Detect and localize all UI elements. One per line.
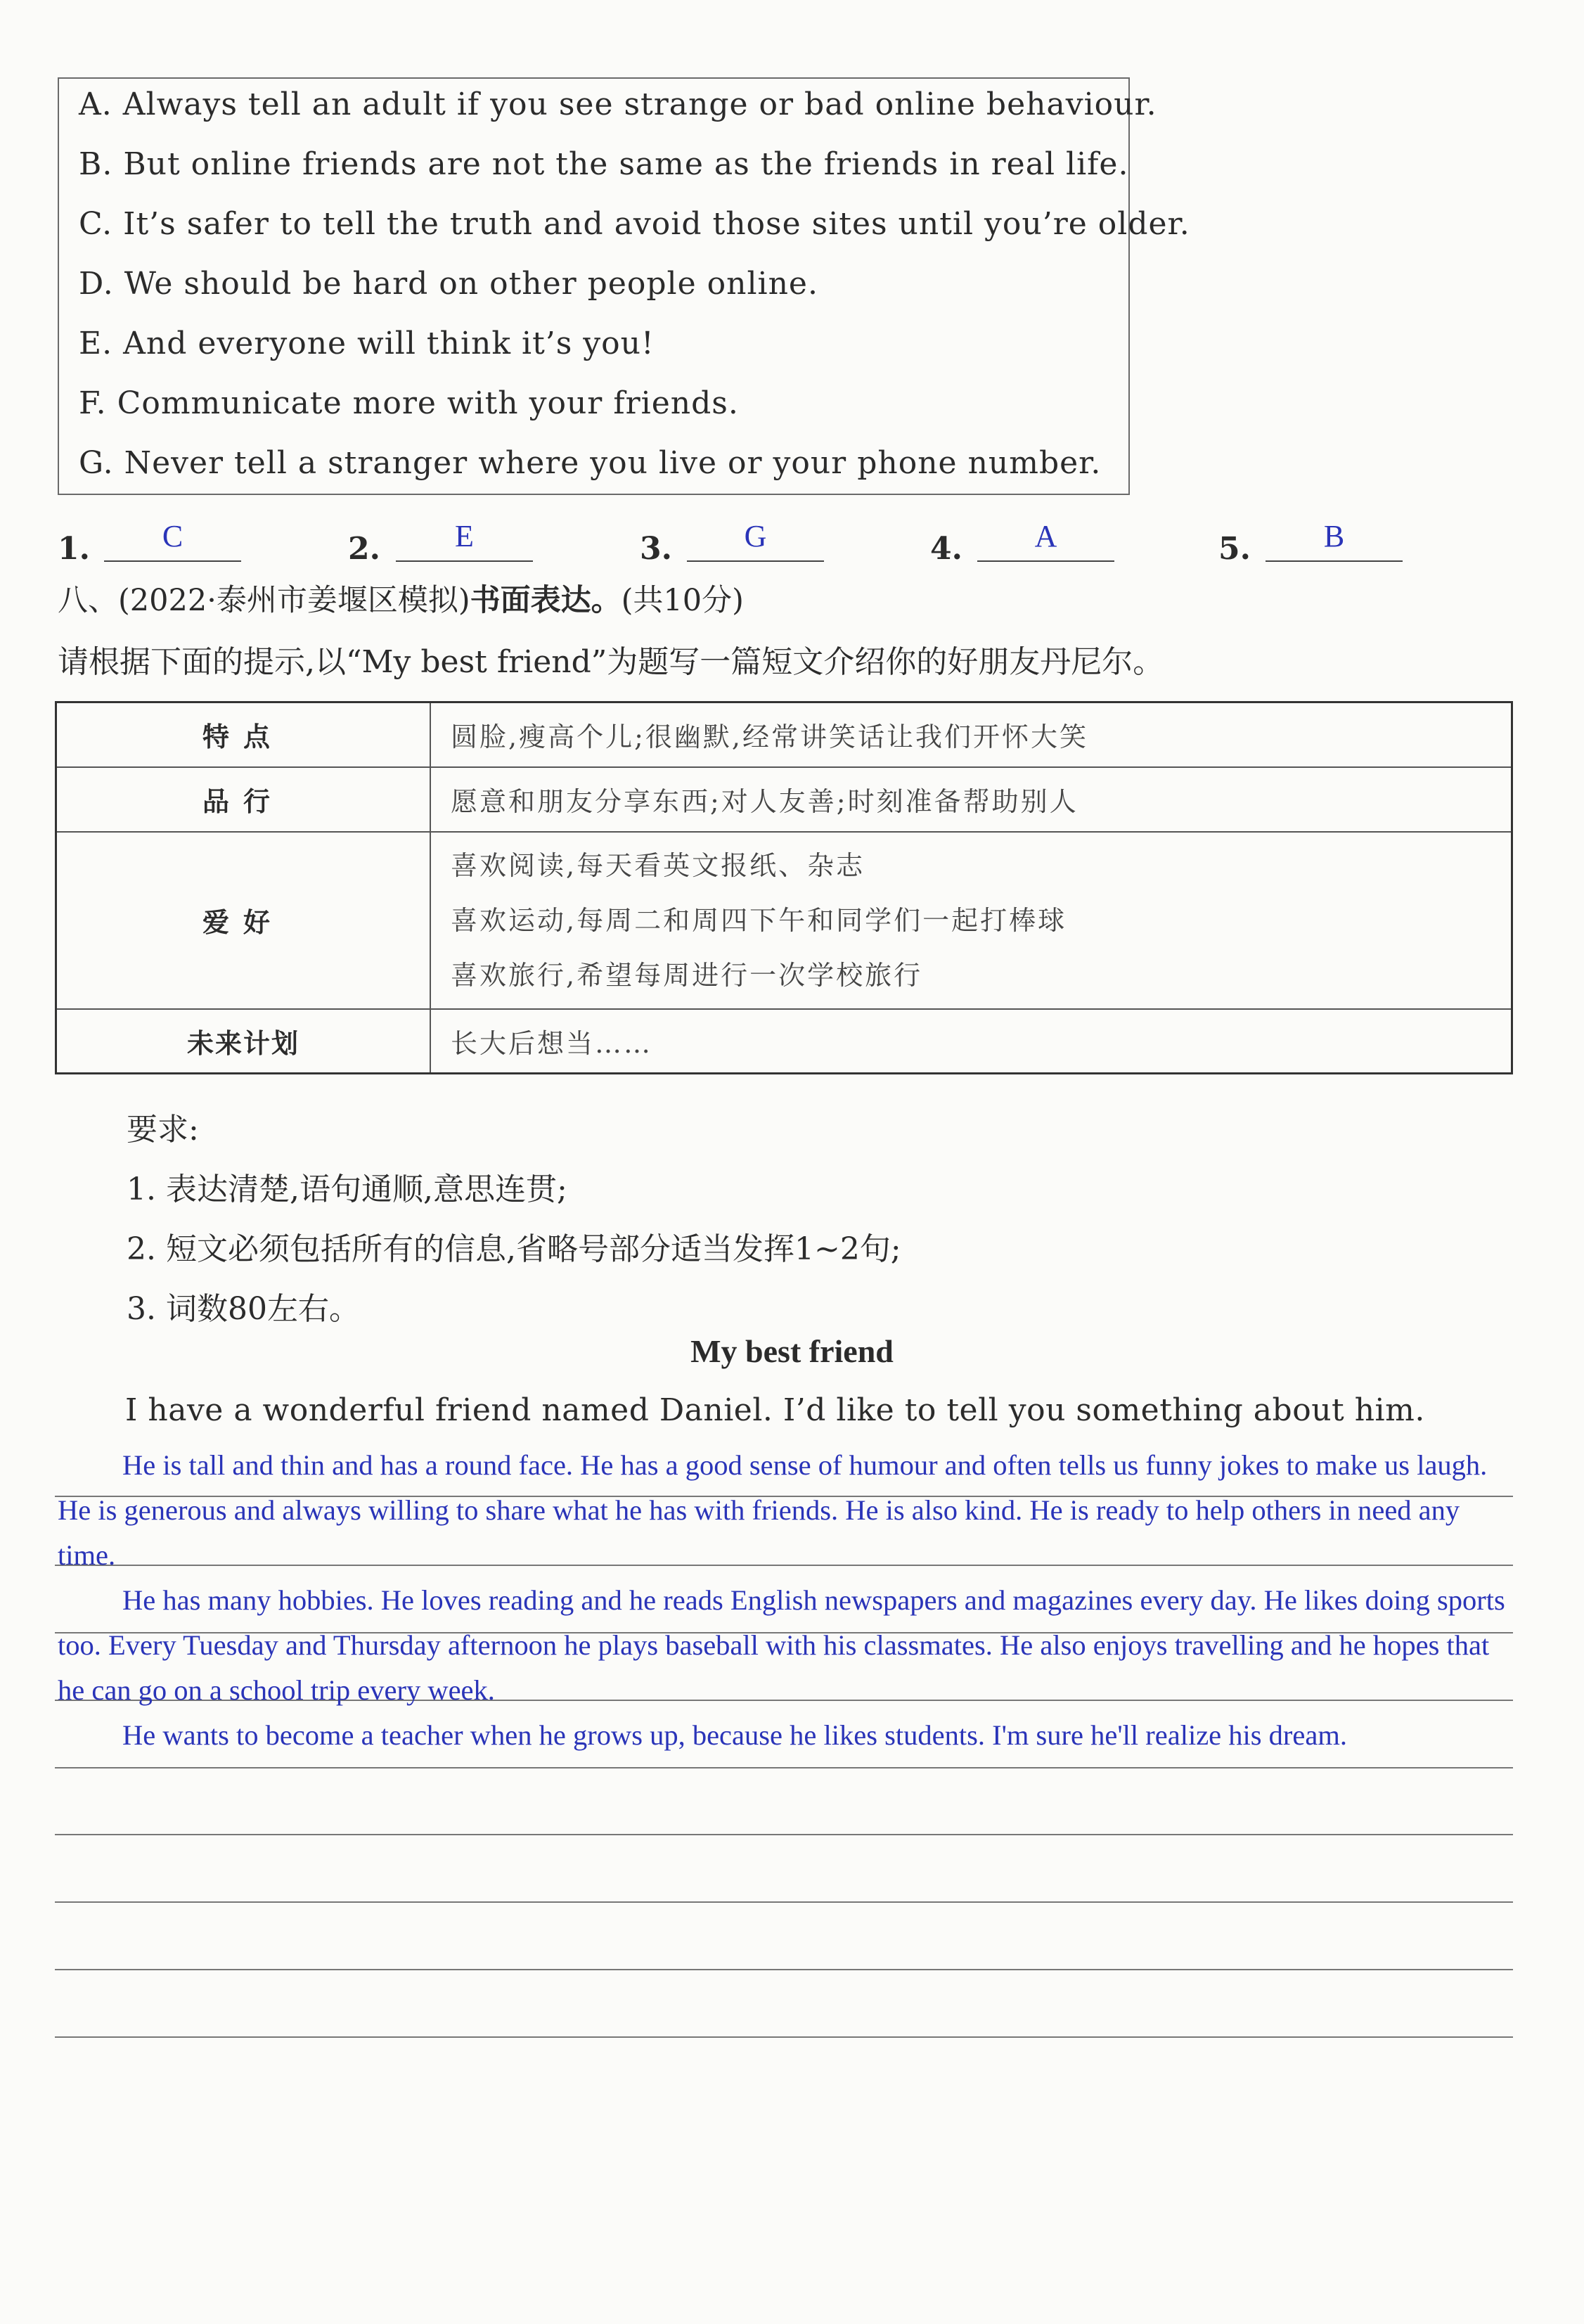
- option-c: C. It’s safer to tell the truth and avoid those sites until you’re older.: [79, 206, 1190, 242]
- answer-number: 4.: [930, 531, 962, 567]
- requirement-item: 1. 表达清楚,语句通顺,意思连贯;: [127, 1171, 567, 1207]
- answer-blank: [687, 517, 824, 562]
- answer-row: [0, 517, 1584, 566]
- answer-blank: [977, 517, 1114, 562]
- answer-number: 2.: [348, 531, 380, 567]
- traits-value: 圆脸,瘦高个儿;很幽默,经常讲笑话让我们开怀大笑: [430, 702, 1512, 767]
- option-f: F. Communicate more with your friends.: [79, 385, 739, 421]
- option-e: E. And everyone will think it’s you!: [79, 326, 655, 361]
- plan-label: 未来计划: [56, 1009, 431, 1074]
- option-a: A. Always tell an adult if you see strange or bad online behaviour.: [79, 86, 1157, 122]
- answer-value: A: [1034, 519, 1057, 553]
- section-heading: 八、(2022·泰州市姜堰区模拟)书面表达。(共10分): [58, 583, 744, 618]
- table-row: [56, 832, 1512, 1009]
- answer-value: B: [1323, 519, 1345, 553]
- essay-paragraph: He wants to become a teacher when he grows up, because he likes students. I'm sure he'll realize his dream.: [122, 1719, 1347, 1751]
- essay-intro: I have a wonderful friend named Daniel. I’d like to tell you something about him.: [125, 1392, 1425, 1428]
- answer-blank: [396, 517, 533, 562]
- essay-title: My best friend: [690, 1333, 894, 1369]
- essay-paragraph: He is tall and thin and has a round face. He has a good sense of humour and often tells us funny jokes to make us laugh. He is generous and always willing to share what he has with friends. He is also kind. He is ready to help others in need any time.: [58, 1449, 1488, 1571]
- character-value: 愿意和朋友分享东西;对人友善;时刻准备帮助别人: [430, 767, 1512, 832]
- option-d: D. We should be hard on other people online.: [79, 266, 818, 302]
- instruction-text: 请根据下面的提示,以“My best friend”为题写一篇短文介绍你的好朋友丹尼尔。: [58, 644, 1164, 680]
- writing-line: [55, 1969, 1513, 1970]
- character-label: 品行: [56, 767, 431, 832]
- info-table: [55, 701, 1513, 1074]
- answer-number: 5.: [1218, 531, 1251, 567]
- requirements-title: 要求:: [127, 1112, 199, 1148]
- answer-blank: [104, 517, 241, 562]
- answer-number: 1.: [58, 531, 90, 567]
- hobbies-value: [430, 832, 1512, 1009]
- table-row: [56, 767, 1512, 832]
- answer-value: C: [162, 519, 183, 553]
- table-row: [56, 702, 1512, 767]
- hobby-item: 喜欢旅行,希望每周进行一次学校旅行: [451, 959, 923, 991]
- answer-value: E: [455, 519, 474, 553]
- table-row: [56, 1009, 1512, 1074]
- writing-line: [55, 1767, 1513, 1768]
- essay-body: [58, 1443, 1520, 1758]
- hobbies-label: 爱好: [56, 832, 431, 1009]
- answer-number: 3.: [640, 531, 672, 567]
- hobby-item: 喜欢运动,每周二和周四下午和同学们一起打棒球: [451, 904, 1067, 936]
- answer-value: G: [744, 519, 767, 553]
- hobby-item: 喜欢阅读,每天看英文报纸、杂志: [451, 849, 865, 881]
- requirement-item: 2. 短文必须包括所有的信息,省略号部分适当发挥1~2句;: [127, 1231, 901, 1267]
- traits-label: 特点: [56, 702, 431, 767]
- essay-paragraph: He has many hobbies. He loves reading and he reads English newspapers and magazines every day. He likes doing sports too. Every Tuesday and Thursday afternoon he plays baseball with his classmates. He also enjoys travelling and he hopes that he can go on a school trip every week.: [58, 1584, 1505, 1706]
- writing-line: [55, 1901, 1513, 1903]
- plan-value: 长大后想当……: [430, 1009, 1512, 1074]
- answer-blank: [1266, 517, 1403, 562]
- requirement-item: 3. 词数80左右。: [127, 1291, 360, 1327]
- option-g: G. Never tell a stranger where you live or your phone number.: [79, 445, 1102, 481]
- option-b: B. But online friends are not the same as the friends in real life.: [79, 146, 1129, 182]
- writing-line: [55, 1834, 1513, 1835]
- writing-line: [55, 2036, 1513, 2038]
